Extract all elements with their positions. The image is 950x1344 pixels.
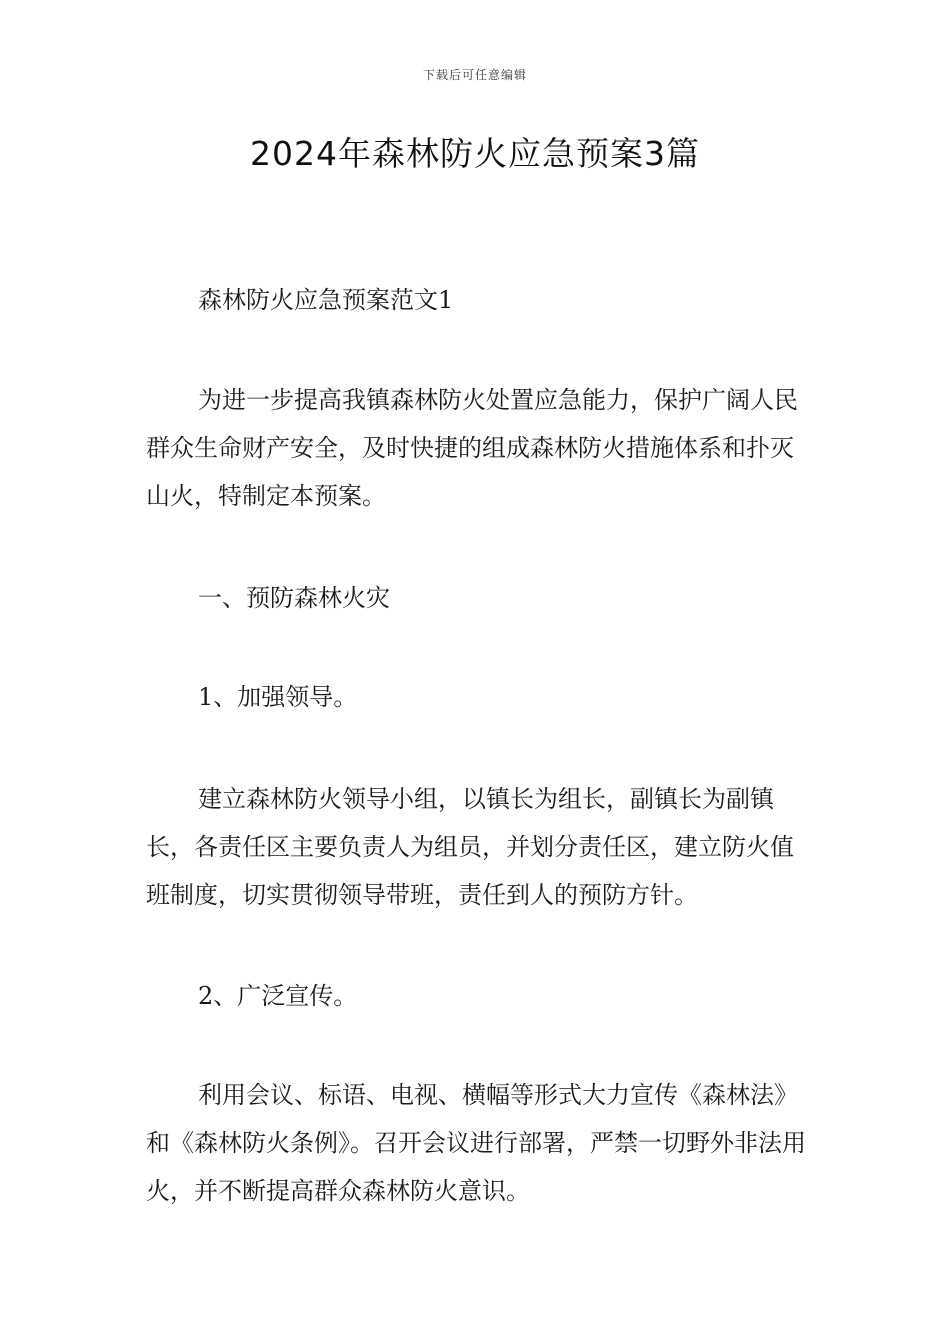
subheading-leadership: 1、加强领导。 xyxy=(198,683,358,711)
leadership-paragraph: 建立森林防火领导小组，以镇长为组长，副镇长为副镇长，各责任区主要负责人为组员，并划分责任区，建立防火值班制度，切实贯彻领导带班，责任到人的预防方针。 xyxy=(146,785,794,909)
page-header-note: 下载后可任意编辑 xyxy=(422,68,527,82)
publicity-paragraph: 利用会议、标语、电视、横幅等形式大力宣传《森林法》和《森林防火条例》。召开会议进行部署，严禁一切野外非法用火，并不断提高群众森林防火意识。 xyxy=(146,1081,806,1205)
section-heading-prevention: 一、预防森林火灾 xyxy=(198,584,390,612)
document-title: 2024年森林防火应急预案3篇 xyxy=(250,134,700,173)
subheading-publicity: 2、广泛宣传。 xyxy=(198,982,358,1010)
intro-paragraph: 为进一步提高我镇森林防火处置应急能力，保护广阔人民群众生命财产安全，及时快捷的组成森林防火措施体系和扑灭山火，特制定本预案。 xyxy=(146,386,798,510)
section-heading-sample-1: 森林防火应急预案范文1 xyxy=(198,286,454,314)
